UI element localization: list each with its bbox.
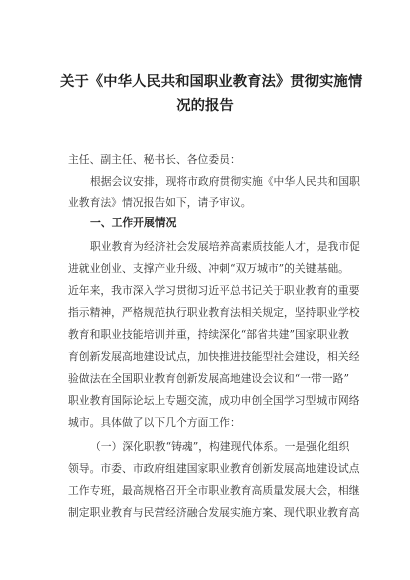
paragraph-line: 验做法在全国职业教育创新发展高地建设会议和“一带一路” xyxy=(68,372,349,385)
paragraph-line: 教育和职业技能培训并重，持续深化“部省共建”国家职业教 xyxy=(68,328,349,341)
paragraph-line: 育创新发展高地建设试点，加快推进技能型社会建设，相关经 xyxy=(68,350,360,363)
paragraph-line: 工作专班，最高规格召开全市职业教育高质量发展大会，相继 xyxy=(68,484,360,497)
paragraph-line: 城市。具体做了以下几个方面工作： xyxy=(68,416,241,429)
document-title-line-2: 况的报告 xyxy=(176,98,234,114)
paragraph-line: 近年来，我市深入学习贯彻习近平总书记关于职业教育的重要 xyxy=(68,284,360,297)
intro-line-2: 业教育法》情况报告如下，请予审议。 xyxy=(68,196,252,209)
paragraph-line: 职业教育为经济社会发展培养高素质技能人才，是我市促 xyxy=(90,240,360,253)
section-heading: 一、工作开展情况 xyxy=(90,216,177,229)
paragraph-line: 领导。市委、市政府组建国家职业教育创新发展高地建设试点 xyxy=(68,462,360,475)
paragraph-line: 进就业创业、支撑产业升级、冲刺“双万城市”的关键基础。 xyxy=(68,262,349,275)
document-title-line-1: 关于《中华人民共和国职业教育法》贯彻实施情 xyxy=(60,74,363,90)
subsection-heading: （一）深化职教“铸魂”，构建现代体系。一是强化组织 xyxy=(90,440,350,453)
paragraph-line: 指示精神，严格规范执行职业教育法相关规定，坚持职业学校 xyxy=(68,306,360,319)
paragraph-line: 制定职业教育与民营经济融合发展实施方案、现代职业教育高 xyxy=(68,506,360,519)
intro-line-1: 根据会议安排，现将市政府贯彻实施《中华人民共和国职 xyxy=(90,175,360,188)
paragraph-line: 职业教育国际论坛上专题交流，成功申创全国学习型城市网络 xyxy=(68,394,360,407)
salutation: 主任、副主任、秘书长、各位委员： xyxy=(68,153,241,166)
